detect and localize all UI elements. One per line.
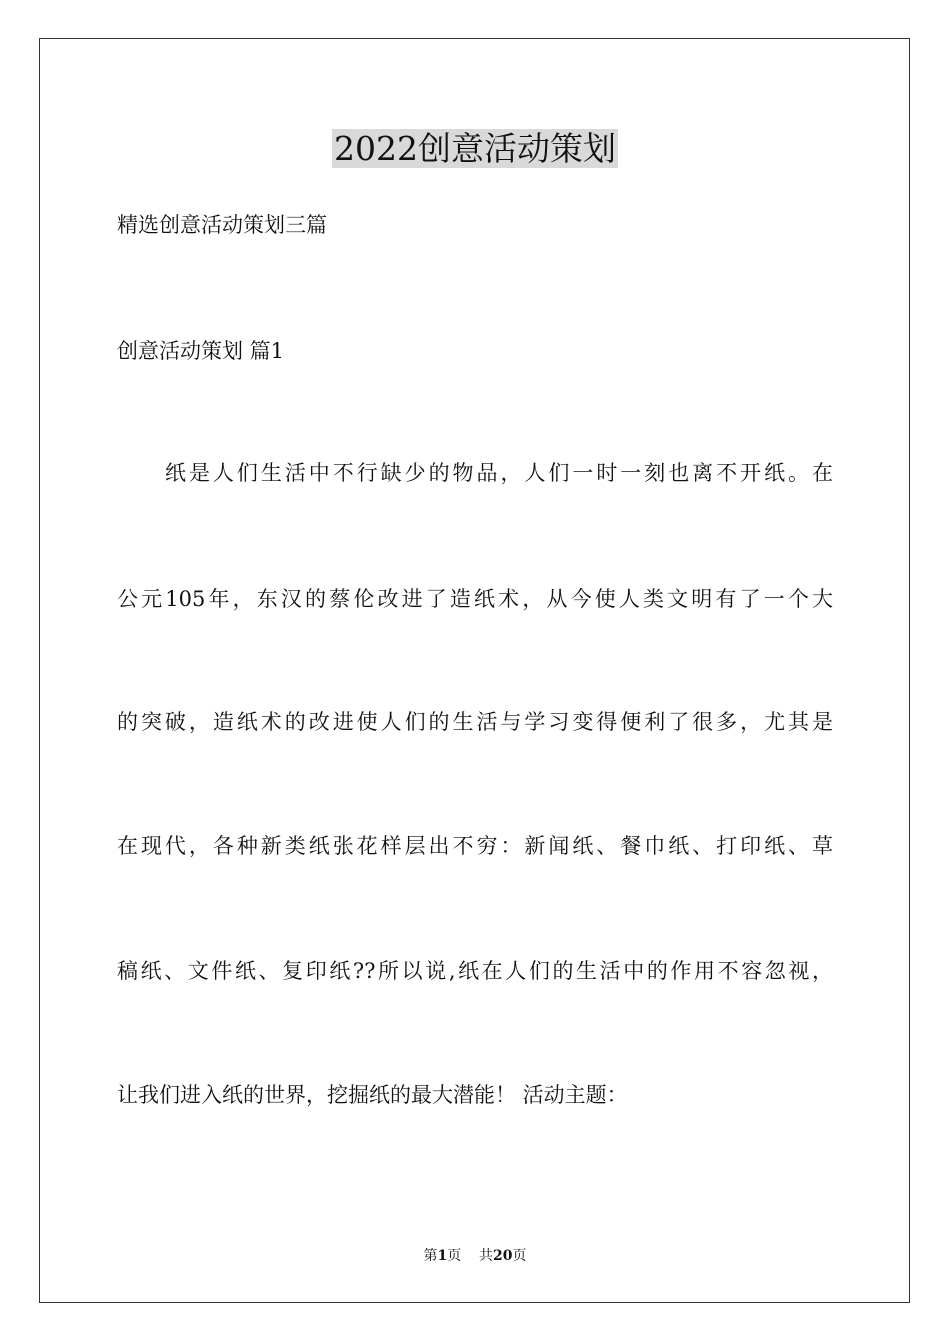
document-title-text: 2022创意活动策划: [334, 129, 616, 168]
footer-page-prefix: 第: [423, 1248, 438, 1264]
footer-page-suffix: 页: [447, 1248, 462, 1264]
body-line-2: 公元105年，东汉的蔡伦改进了造纸术，从今使人类文明有了一个大: [117, 587, 833, 611]
body-line-6: 让我们进入纸的世界，挖掘纸的最大潜能！ 活动主题：: [117, 1083, 628, 1107]
document-title: [0, 128, 950, 170]
body-line-5: 稿纸、文件纸、复印纸??所以说,纸在人们的生活中的作用不容忽视，: [117, 959, 833, 983]
footer-page-number: 1: [437, 1248, 448, 1264]
footer-total-suffix: 页: [512, 1248, 527, 1264]
footer-total-pages: 20: [493, 1248, 513, 1264]
document-subtitle: 精选创意活动策划三篇: [117, 213, 327, 237]
body-line-3: 的突破，造纸术的改进使人们的生活与学习变得便利了很多，尤其是: [117, 710, 833, 734]
section-heading: 创意活动策划 篇1: [117, 339, 285, 363]
footer-total-prefix: 共: [479, 1248, 494, 1264]
body-line-1: 纸是人们生活中不行缺少的物品，人们一时一刻也离不开纸。在: [165, 461, 833, 485]
body-line-4: 在现代，各种新类纸张花样层出不穷：新闻纸、餐巾纸、打印纸、草: [117, 834, 833, 858]
page-footer: [0, 1246, 950, 1266]
